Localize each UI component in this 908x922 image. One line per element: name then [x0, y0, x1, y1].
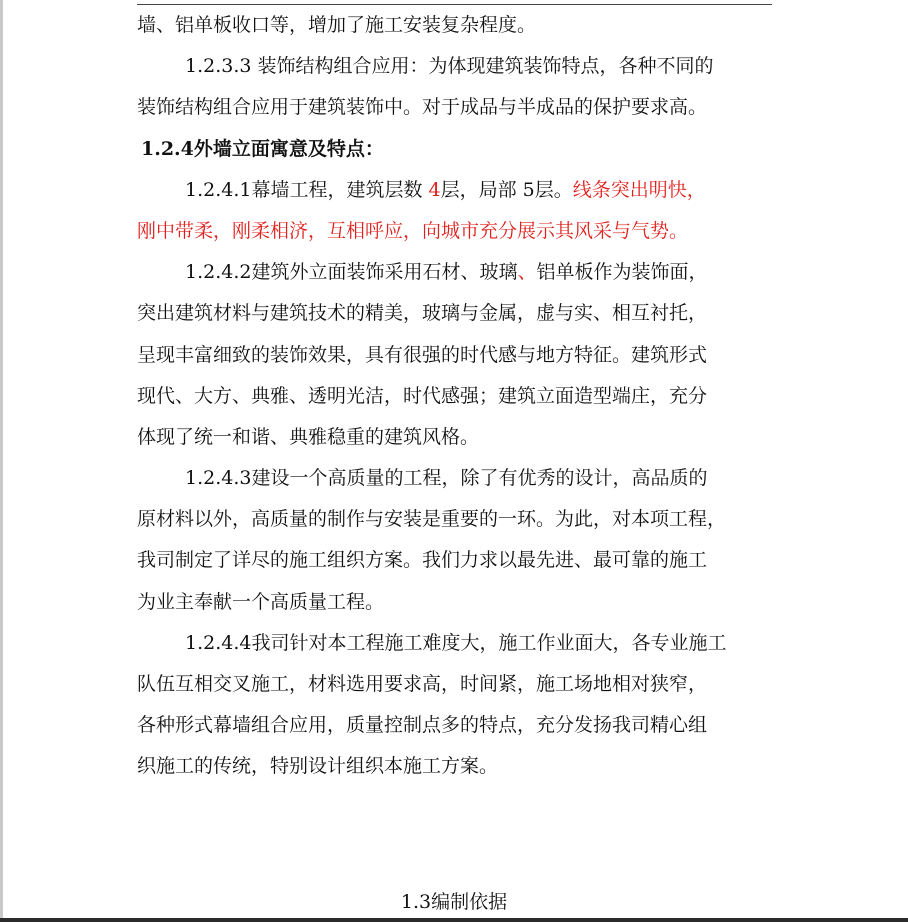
- text-line: 突出建筑材料与建筑技术的精美，玻璃与金属，虚与实、相互衬托，: [137, 302, 708, 325]
- text-line: 1.2.3.3 装饰结构组合应用：为体现建筑装饰特点，各种不同的: [185, 55, 714, 78]
- document-page: [137, 5, 773, 788]
- text-line: 体现了统一和谐、典雅稳重的建筑风格。: [137, 425, 480, 448]
- highlighted-text: 线条突出明快，: [572, 178, 706, 201]
- text-segment: 1.2.4.2建筑外立面装饰采用石材、玻璃: [185, 261, 518, 284]
- section-heading: 1.2.4外墙立面寓意及特点：: [141, 137, 384, 160]
- text-line: 装饰结构组合应用于建筑装饰中。对于成品与半成品的保护要求高。: [137, 96, 708, 119]
- text-segment: 铝单板作为装饰面，: [536, 261, 708, 284]
- text-line: 为业主奉献一个高质量工程。: [137, 590, 385, 613]
- highlighted-line: 刚中带柔，刚柔相济，互相呼应，向城市充分展示其风采与气势。: [137, 219, 689, 242]
- footer-bar: [0, 918, 908, 922]
- text-segment: 1.2.4.1幕墙工程，建筑层数: [185, 178, 423, 201]
- text-line: 1.2.4.3建设一个高质量的工程，除了有优秀的设计，高品质的: [185, 467, 708, 490]
- text-line: 各种形式幕墙组合应用，质量控制点多的特点，充分发扬我司精心组: [137, 714, 708, 737]
- text-line: 我司制定了详尽的施工组织方案。我们力求以最先进、最可靠的施工: [137, 549, 708, 572]
- text-line: [137, 170, 773, 211]
- text-line: 墙、铝单板收口等，增加了施工安装复杂程度。: [137, 14, 537, 36]
- highlighted-punctuation: 、: [517, 261, 537, 284]
- highlighted-number: 4: [428, 178, 441, 201]
- text-line: 现代、大方、典雅、透明光洁，时代感强；建筑立面造型端庄，充分: [137, 384, 708, 407]
- text-line: 队伍互相交叉施工，材料选用要求高，时间紧，施工场地相对狭窄，: [137, 673, 708, 695]
- text-line: 呈现丰富细致的装饰效果，具有很强的时代感与地方特征。建筑形式: [137, 343, 708, 366]
- page-edge: [0, 0, 3, 922]
- text-line: [137, 252, 773, 293]
- next-section-heading: 1.3编制依据: [400, 891, 508, 913]
- text-line: 原材料以外，高质量的制作与安装是重要的一环。为此，对本项工程，: [137, 508, 727, 531]
- text-line: 1.2.4.4我司针对本工程施工难度大，施工作业面大，各专业施工: [185, 631, 727, 654]
- text-line: 织施工的传统，特别设计组织本施工方案。: [137, 755, 499, 778]
- text-segment: 层，局部 5层。: [440, 178, 573, 201]
